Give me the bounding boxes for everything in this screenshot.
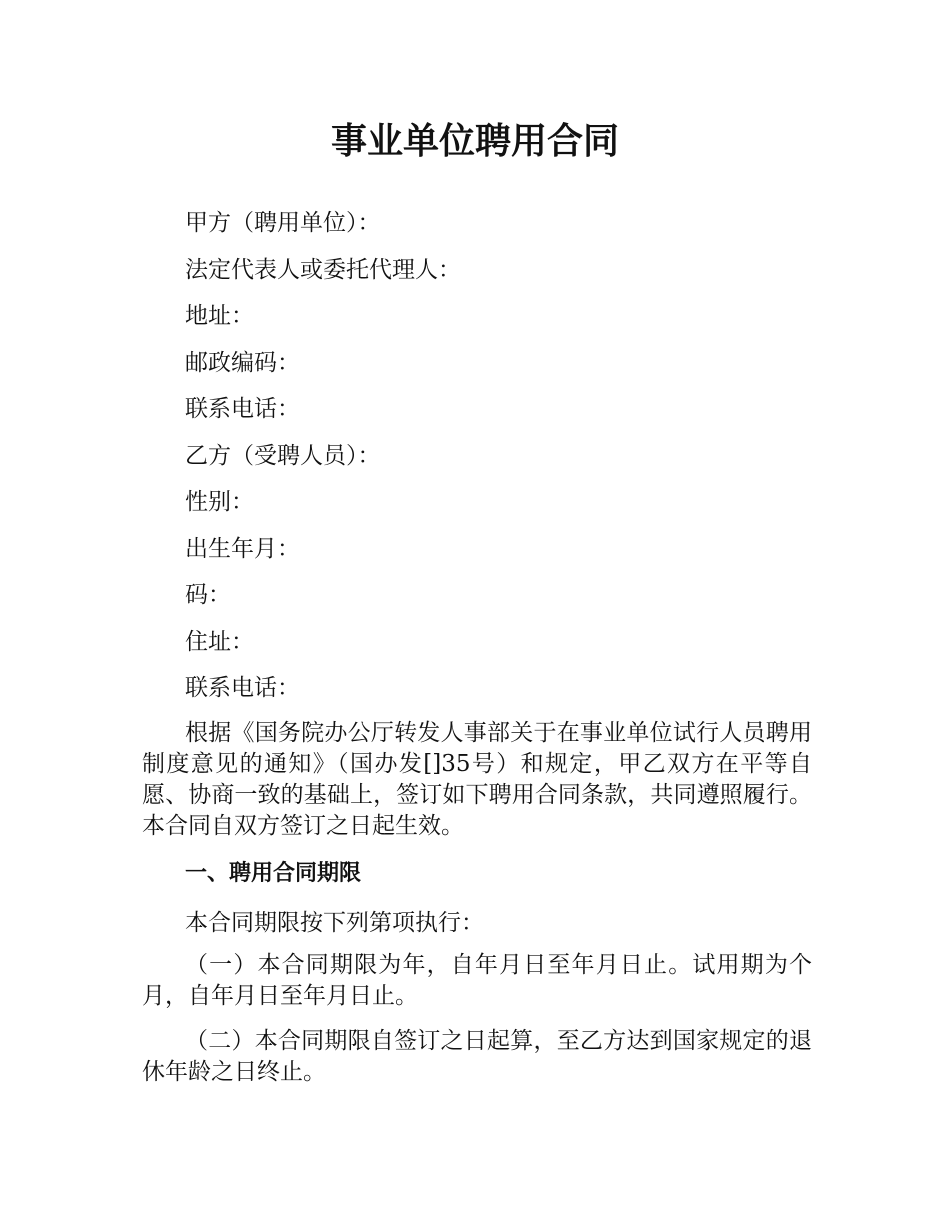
party-a-phone: 联系电话： <box>185 396 300 422</box>
party-b-phone: 联系电话： <box>185 675 300 701</box>
party-a-address: 地址： <box>185 303 254 329</box>
party-b-address: 住址： <box>185 628 254 655</box>
section-1-intro: 本合同期限按下列第项执行： <box>185 909 484 936</box>
section-1-heading: 一、聘用合同期限 <box>185 860 362 886</box>
document-body <box>142 200 812 1088</box>
party-b-gender: 性别： <box>185 489 254 515</box>
preamble-paragraph: 根据《国务院办公厅转发人事部关于在事业单位试行人员聘用制度意见的通知》（国办发[]35号）和规定，甲乙双方在平等自愿、协商一致的基础上，签订如下聘用合同条款，共同遵照履行。本合同自双方签订之日起生效。 <box>142 719 812 839</box>
party-b-id-code: 码： <box>185 582 231 608</box>
section-1-item-2: （二）本合同期限自签订之日起算，至乙方达到国家规定的退休年龄之日终止。 <box>142 1027 812 1085</box>
party-b-birth: 出生年月： <box>185 535 300 562</box>
party-a-postal-code: 邮政编码： <box>185 349 300 376</box>
section-1-item-1: （一）本合同期限为年，自年月日至年月日止。试用期为个月，自年月日至年月日止。 <box>142 951 812 1009</box>
party-a-representative: 法定代表人或委托代理人： <box>185 256 461 283</box>
party-a-label: 甲方（聘用单位）： <box>185 210 381 236</box>
party-b-label: 乙方（受聘人员）： <box>185 442 381 469</box>
document-title: 事业单位聘用合同 <box>330 121 619 162</box>
